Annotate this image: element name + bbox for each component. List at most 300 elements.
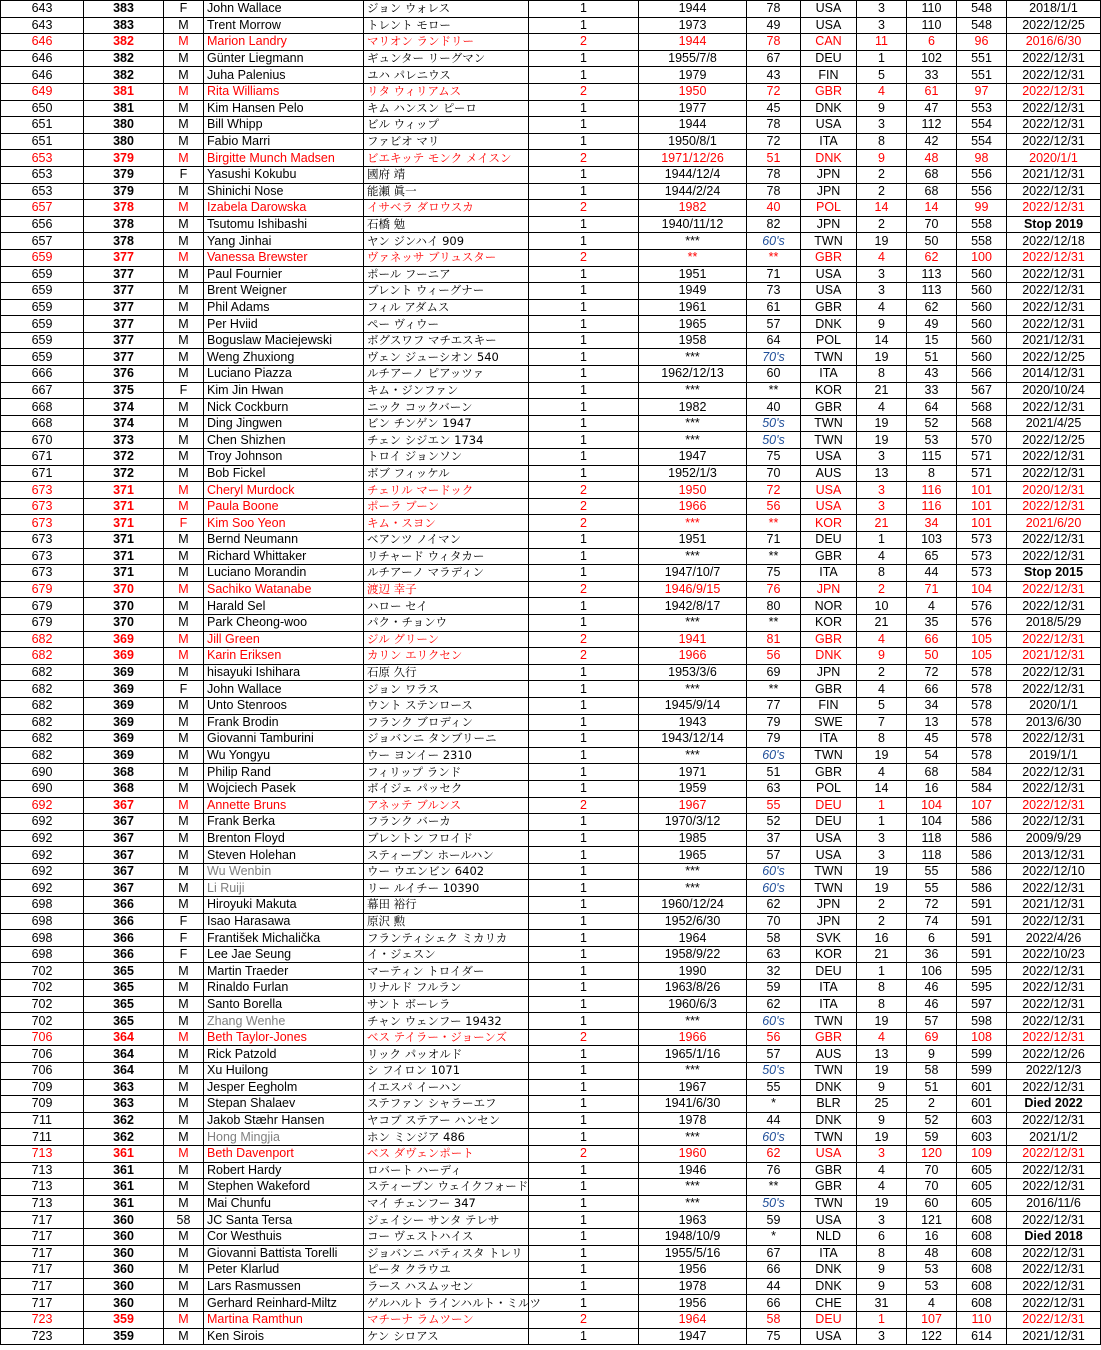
sex-cell: F: [164, 681, 204, 698]
table-row: [1, 283, 1101, 300]
id-number-cell: 591: [957, 897, 1007, 914]
japanese-name-cell: イサベラ ダロウスカ: [364, 200, 529, 217]
country-cell: GBR: [801, 249, 857, 266]
country-cell: POL: [801, 200, 857, 217]
id-number-cell: 591: [957, 913, 1007, 930]
country-cell: DEU: [801, 814, 857, 831]
update-date-cell: 2022/12/31: [1007, 1295, 1101, 1312]
update-date-cell: 2009/9/29: [1007, 830, 1101, 847]
rank-cell: 702: [1, 1013, 84, 1030]
rank-cell: 682: [1, 714, 84, 731]
rank-cell: 646: [1, 67, 84, 84]
japanese-name-cell: 能瀬 眞一: [364, 183, 529, 200]
japanese-name-cell: フランク バーカ: [364, 814, 529, 831]
japanese-name-cell: チェリル マードック: [364, 482, 529, 499]
country-number-cell: 14: [857, 780, 907, 797]
id-number-cell: 554: [957, 117, 1007, 134]
points-cell: 369: [84, 697, 164, 714]
rank-cell: 673: [1, 532, 84, 549]
national-rank-cell: 115: [907, 449, 957, 466]
id-number-cell: 560: [957, 266, 1007, 283]
country-number-cell: 14: [857, 332, 907, 349]
country-cell: ITA: [801, 980, 857, 997]
table-row: [1, 747, 1101, 764]
update-date-cell: 2022/12/31: [1007, 1311, 1101, 1328]
country-number-cell: 3: [857, 283, 907, 300]
rank-cell: 709: [1, 1079, 84, 1096]
age-cell: 78: [747, 183, 801, 200]
sex-cell: M: [164, 34, 204, 51]
points-cell: 371: [84, 565, 164, 582]
rank-cell: 711: [1, 1112, 84, 1129]
birth-date-cell: 1963: [639, 1212, 747, 1229]
birth-date-cell: 1982: [639, 200, 747, 217]
type-cell: 1: [529, 1, 639, 18]
english-name-cell: Hiroyuki Makuta: [204, 897, 364, 914]
type-cell: 1: [529, 266, 639, 283]
english-name-cell: Li Ruiji: [204, 880, 364, 897]
birth-date-cell: 1958/9/22: [639, 946, 747, 963]
update-date-cell: 2022/12/31: [1007, 681, 1101, 698]
table-row: [1, 681, 1101, 698]
update-date-cell: 2022/12/31: [1007, 1112, 1101, 1129]
age-cell: 78: [747, 117, 801, 134]
birth-date-cell: 1944: [639, 117, 747, 134]
id-number-cell: 553: [957, 100, 1007, 117]
country-number-cell: 8: [857, 366, 907, 383]
japanese-name-cell: ヤコブ ステアー ハンセン: [364, 1112, 529, 1129]
national-rank-cell: 46: [907, 996, 957, 1013]
japanese-name-cell: ボブ フィッケル: [364, 465, 529, 482]
id-number-cell: 599: [957, 1063, 1007, 1080]
age-cell: 67: [747, 50, 801, 67]
rank-cell: 659: [1, 249, 84, 266]
country-number-cell: 19: [857, 432, 907, 449]
table-row: [1, 399, 1101, 416]
birth-date-cell: 1965: [639, 847, 747, 864]
type-cell: 1: [529, 830, 639, 847]
country-cell: CAN: [801, 34, 857, 51]
country-cell: TWN: [801, 747, 857, 764]
birth-date-cell: 1946/9/15: [639, 581, 747, 598]
birth-date-cell: 1964: [639, 1311, 747, 1328]
table-row: [1, 830, 1101, 847]
national-rank-cell: 68: [907, 166, 957, 183]
points-cell: 364: [84, 1029, 164, 1046]
points-cell: 366: [84, 930, 164, 947]
japanese-name-cell: ユハ パレニウス: [364, 67, 529, 84]
country-cell: DEU: [801, 50, 857, 67]
country-number-cell: 3: [857, 847, 907, 864]
japanese-name-cell: トレント モロー: [364, 17, 529, 34]
country-cell: GBR: [801, 1162, 857, 1179]
english-name-cell: Park Cheong-woo: [204, 614, 364, 631]
age-cell: 64: [747, 332, 801, 349]
country-cell: JPN: [801, 166, 857, 183]
rank-cell: 682: [1, 731, 84, 748]
national-rank-cell: 106: [907, 963, 957, 980]
id-number-cell: 105: [957, 631, 1007, 648]
japanese-name-cell: イ・ジェスン: [364, 946, 529, 963]
sex-cell: M: [164, 648, 204, 665]
table-row: [1, 664, 1101, 681]
type-cell: 1: [529, 100, 639, 117]
japanese-name-cell: ラース ハスムッセン: [364, 1278, 529, 1295]
age-cell: 60's: [747, 1129, 801, 1146]
country-cell: TWN: [801, 863, 857, 880]
age-cell: 75: [747, 449, 801, 466]
english-name-cell: Kim Jin Hwan: [204, 382, 364, 399]
id-number-cell: 101: [957, 498, 1007, 515]
rank-cell: 717: [1, 1212, 84, 1229]
japanese-name-cell: キム・ジンファン: [364, 382, 529, 399]
id-number-cell: 560: [957, 349, 1007, 366]
national-rank-cell: 116: [907, 482, 957, 499]
points-cell: 382: [84, 50, 164, 67]
english-name-cell: Jesper Eegholm: [204, 1079, 364, 1096]
id-number-cell: 605: [957, 1162, 1007, 1179]
country-cell: USA: [801, 1, 857, 18]
english-name-cell: Bob Fickel: [204, 465, 364, 482]
type-cell: 1: [529, 764, 639, 781]
sex-cell: M: [164, 780, 204, 797]
age-cell: 50's: [747, 432, 801, 449]
id-number-cell: 586: [957, 830, 1007, 847]
update-date-cell: 2022/12/31: [1007, 913, 1101, 930]
update-date-cell: 2022/12/31: [1007, 266, 1101, 283]
national-rank-cell: 112: [907, 117, 957, 134]
table-row: [1, 631, 1101, 648]
country-number-cell: 3: [857, 17, 907, 34]
japanese-name-cell: ルチアーノ ピアッツァ: [364, 366, 529, 383]
points-cell: 371: [84, 548, 164, 565]
points-cell: 363: [84, 1096, 164, 1113]
japanese-name-cell: マーティン トロイダー: [364, 963, 529, 980]
birth-date-cell: ***: [639, 1179, 747, 1196]
update-date-cell: Stop 2015: [1007, 565, 1101, 582]
table-row: [1, 847, 1101, 864]
rank-cell: 643: [1, 17, 84, 34]
japanese-name-cell: ロバート ハーディ: [364, 1162, 529, 1179]
sex-cell: M: [164, 1079, 204, 1096]
id-number-cell: 578: [957, 731, 1007, 748]
type-cell: 1: [529, 1328, 639, 1345]
id-number-cell: 548: [957, 17, 1007, 34]
country-number-cell: 4: [857, 1029, 907, 1046]
national-rank-cell: 53: [907, 432, 957, 449]
age-cell: 75: [747, 1328, 801, 1345]
id-number-cell: 560: [957, 299, 1007, 316]
id-number-cell: 599: [957, 1046, 1007, 1063]
country-number-cell: 4: [857, 399, 907, 416]
id-number-cell: 608: [957, 1262, 1007, 1279]
id-number-cell: 101: [957, 515, 1007, 532]
english-name-cell: Brent Weigner: [204, 283, 364, 300]
type-cell: 1: [529, 1096, 639, 1113]
rank-cell: 702: [1, 996, 84, 1013]
update-date-cell: 2022/4/26: [1007, 930, 1101, 947]
id-number-cell: 567: [957, 382, 1007, 399]
age-cell: 79: [747, 714, 801, 731]
update-date-cell: 2013/12/31: [1007, 847, 1101, 864]
points-cell: 370: [84, 581, 164, 598]
birth-date-cell: 1953/3/6: [639, 664, 747, 681]
table-row: [1, 598, 1101, 615]
country-cell: GBR: [801, 299, 857, 316]
country-cell: TWN: [801, 1013, 857, 1030]
country-number-cell: 16: [857, 930, 907, 947]
rank-cell: 668: [1, 399, 84, 416]
points-cell: 371: [84, 482, 164, 499]
national-rank-cell: 48: [907, 1245, 957, 1262]
sex-cell: M: [164, 465, 204, 482]
age-cell: 60's: [747, 233, 801, 250]
country-number-cell: 2: [857, 216, 907, 233]
type-cell: 1: [529, 1046, 639, 1063]
country-cell: GBR: [801, 1179, 857, 1196]
type-cell: 1: [529, 1295, 639, 1312]
birth-date-cell: ***: [639, 681, 747, 698]
english-name-cell: Shinichi Nose: [204, 183, 364, 200]
sex-cell: M: [164, 897, 204, 914]
english-name-cell: Boguslaw Maciejewski: [204, 332, 364, 349]
japanese-name-cell: パク・チョンウ: [364, 614, 529, 631]
english-name-cell: Günter Liegmann: [204, 50, 364, 67]
country-cell: GBR: [801, 548, 857, 565]
id-number-cell: 107: [957, 797, 1007, 814]
id-number-cell: 608: [957, 1228, 1007, 1245]
national-rank-cell: 70: [907, 1162, 957, 1179]
update-date-cell: 2022/12/31: [1007, 50, 1101, 67]
english-name-cell: Paul Fournier: [204, 266, 364, 283]
rank-cell: 717: [1, 1295, 84, 1312]
points-cell: 381: [84, 100, 164, 117]
country-number-cell: 1: [857, 797, 907, 814]
sex-cell: F: [164, 1, 204, 18]
points-cell: 382: [84, 67, 164, 84]
points-cell: 369: [84, 664, 164, 681]
country-cell: TWN: [801, 1195, 857, 1212]
age-cell: 58: [747, 930, 801, 947]
id-number-cell: 556: [957, 166, 1007, 183]
age-cell: 50's: [747, 1063, 801, 1080]
type-cell: 1: [529, 946, 639, 963]
age-cell: 77: [747, 697, 801, 714]
id-number-cell: 601: [957, 1096, 1007, 1113]
japanese-name-cell: ヴェン ジューシオン 540: [364, 349, 529, 366]
sex-cell: M: [164, 1245, 204, 1262]
japanese-name-cell: ビル ウィップ: [364, 117, 529, 134]
points-cell: 377: [84, 349, 164, 366]
country-number-cell: 8: [857, 996, 907, 1013]
rank-cell: 679: [1, 581, 84, 598]
rank-cell: 709: [1, 1096, 84, 1113]
age-cell: 67: [747, 1245, 801, 1262]
id-number-cell: 605: [957, 1179, 1007, 1196]
national-rank-cell: 69: [907, 1029, 957, 1046]
rank-cell: 673: [1, 498, 84, 515]
sex-cell: M: [164, 1112, 204, 1129]
table-row: [1, 382, 1101, 399]
country-number-cell: 8: [857, 980, 907, 997]
sex-cell: M: [164, 415, 204, 432]
id-number-cell: 608: [957, 1278, 1007, 1295]
table-row: [1, 133, 1101, 150]
country-number-cell: 19: [857, 1195, 907, 1212]
points-cell: 383: [84, 1, 164, 18]
rank-cell: 706: [1, 1063, 84, 1080]
sex-cell: M: [164, 1262, 204, 1279]
national-rank-cell: 58: [907, 1063, 957, 1080]
type-cell: 1: [529, 449, 639, 466]
english-name-cell: Sachiko Watanabe: [204, 581, 364, 598]
country-cell: ITA: [801, 366, 857, 383]
update-date-cell: 2022/12/31: [1007, 316, 1101, 333]
sex-cell: M: [164, 664, 204, 681]
table-row: [1, 1046, 1101, 1063]
national-rank-cell: 103: [907, 532, 957, 549]
id-number-cell: 558: [957, 233, 1007, 250]
country-cell: GBR: [801, 1029, 857, 1046]
id-number-cell: 598: [957, 1013, 1007, 1030]
age-cell: 55: [747, 797, 801, 814]
english-name-cell: Stephen Wakeford: [204, 1179, 364, 1196]
english-name-cell: Rinaldo Furlan: [204, 980, 364, 997]
national-rank-cell: 13: [907, 714, 957, 731]
country-number-cell: 2: [857, 913, 907, 930]
update-date-cell: 2022/12/31: [1007, 83, 1101, 100]
type-cell: 1: [529, 1162, 639, 1179]
sex-cell: M: [164, 830, 204, 847]
sex-cell: M: [164, 332, 204, 349]
english-name-cell: Fabio Marri: [204, 133, 364, 150]
rank-cell: 698: [1, 946, 84, 963]
age-cell: 62: [747, 897, 801, 914]
birth-date-cell: ***: [639, 233, 747, 250]
english-name-cell: Hong Mingjia: [204, 1129, 364, 1146]
points-cell: 359: [84, 1311, 164, 1328]
country-cell: JPN: [801, 897, 857, 914]
type-cell: 1: [529, 963, 639, 980]
country-cell: KOR: [801, 946, 857, 963]
country-number-cell: 3: [857, 1328, 907, 1345]
id-number-cell: 608: [957, 1245, 1007, 1262]
national-rank-cell: 62: [907, 299, 957, 316]
japanese-name-cell: ペー ヴィウー: [364, 316, 529, 333]
national-rank-cell: 15: [907, 332, 957, 349]
japanese-name-cell: コー ヴェストハイス: [364, 1228, 529, 1245]
country-number-cell: 19: [857, 349, 907, 366]
english-name-cell: Richard Whittaker: [204, 548, 364, 565]
table-row: [1, 814, 1101, 831]
id-number-cell: 586: [957, 880, 1007, 897]
type-cell: 1: [529, 1129, 639, 1146]
update-date-cell: 2020/10/24: [1007, 382, 1101, 399]
birth-date-cell: 1985: [639, 830, 747, 847]
national-rank-cell: 16: [907, 780, 957, 797]
age-cell: 66: [747, 1262, 801, 1279]
table-row: [1, 34, 1101, 51]
update-date-cell: 2020/1/1: [1007, 150, 1101, 167]
points-cell: 370: [84, 614, 164, 631]
national-rank-cell: 57: [907, 1013, 957, 1030]
sex-cell: F: [164, 382, 204, 399]
points-cell: 370: [84, 598, 164, 615]
type-cell: 1: [529, 1195, 639, 1212]
country-cell: USA: [801, 117, 857, 134]
id-number-cell: 551: [957, 67, 1007, 84]
id-number-cell: 571: [957, 465, 1007, 482]
type-cell: 1: [529, 382, 639, 399]
rank-cell: 690: [1, 780, 84, 797]
rank-cell: 713: [1, 1179, 84, 1196]
table-row: [1, 1112, 1101, 1129]
table-row: [1, 1079, 1101, 1096]
update-date-cell: 2022/12/31: [1007, 67, 1101, 84]
birth-date-cell: 1945/9/14: [639, 697, 747, 714]
points-cell: 362: [84, 1129, 164, 1146]
sex-cell: M: [164, 963, 204, 980]
country-number-cell: 21: [857, 946, 907, 963]
national-rank-cell: 61: [907, 83, 957, 100]
japanese-name-cell: マリオン ランドリー: [364, 34, 529, 51]
japanese-name-cell: ブレント ウィーグナー: [364, 283, 529, 300]
update-date-cell: 2022/12/31: [1007, 1029, 1101, 1046]
country-cell: USA: [801, 17, 857, 34]
age-cell: 60's: [747, 747, 801, 764]
update-date-cell: Died 2022: [1007, 1096, 1101, 1113]
english-name-cell: Rick Patzold: [204, 1046, 364, 1063]
id-number-cell: 576: [957, 598, 1007, 615]
type-cell: 1: [529, 1179, 639, 1196]
national-rank-cell: 121: [907, 1212, 957, 1229]
rank-cell: 659: [1, 332, 84, 349]
japanese-name-cell: リナルド フルラン: [364, 980, 529, 997]
country-number-cell: 19: [857, 1129, 907, 1146]
age-cell: 55: [747, 1079, 801, 1096]
japanese-name-cell: ピータ クラウユ: [364, 1262, 529, 1279]
rank-cell: 717: [1, 1278, 84, 1295]
id-number-cell: 101: [957, 482, 1007, 499]
rank-cell: 692: [1, 830, 84, 847]
rank-cell: 717: [1, 1245, 84, 1262]
update-date-cell: 2022/12/31: [1007, 100, 1101, 117]
rank-cell: 682: [1, 747, 84, 764]
id-number-cell: 97: [957, 83, 1007, 100]
birth-date-cell: ***: [639, 863, 747, 880]
japanese-name-cell: 國府 靖: [364, 166, 529, 183]
sex-cell: M: [164, 50, 204, 67]
birth-date-cell: 1940/11/12: [639, 216, 747, 233]
table-row: [1, 349, 1101, 366]
type-cell: 1: [529, 697, 639, 714]
rank-cell: 713: [1, 1195, 84, 1212]
sex-cell: M: [164, 598, 204, 615]
japanese-name-cell: フランク ブロディン: [364, 714, 529, 731]
type-cell: 2: [529, 83, 639, 100]
sex-cell: M: [164, 283, 204, 300]
rank-cell: 653: [1, 150, 84, 167]
birth-date-cell: 1955/5/16: [639, 1245, 747, 1262]
country-cell: SWE: [801, 714, 857, 731]
age-cell: 70: [747, 913, 801, 930]
country-cell: GBR: [801, 631, 857, 648]
japanese-name-cell: ボグスワフ マチエスキー: [364, 332, 529, 349]
country-number-cell: 5: [857, 67, 907, 84]
birth-date-cell: 1970/3/12: [639, 814, 747, 831]
english-name-cell: Philip Rand: [204, 764, 364, 781]
country-number-cell: 3: [857, 117, 907, 134]
